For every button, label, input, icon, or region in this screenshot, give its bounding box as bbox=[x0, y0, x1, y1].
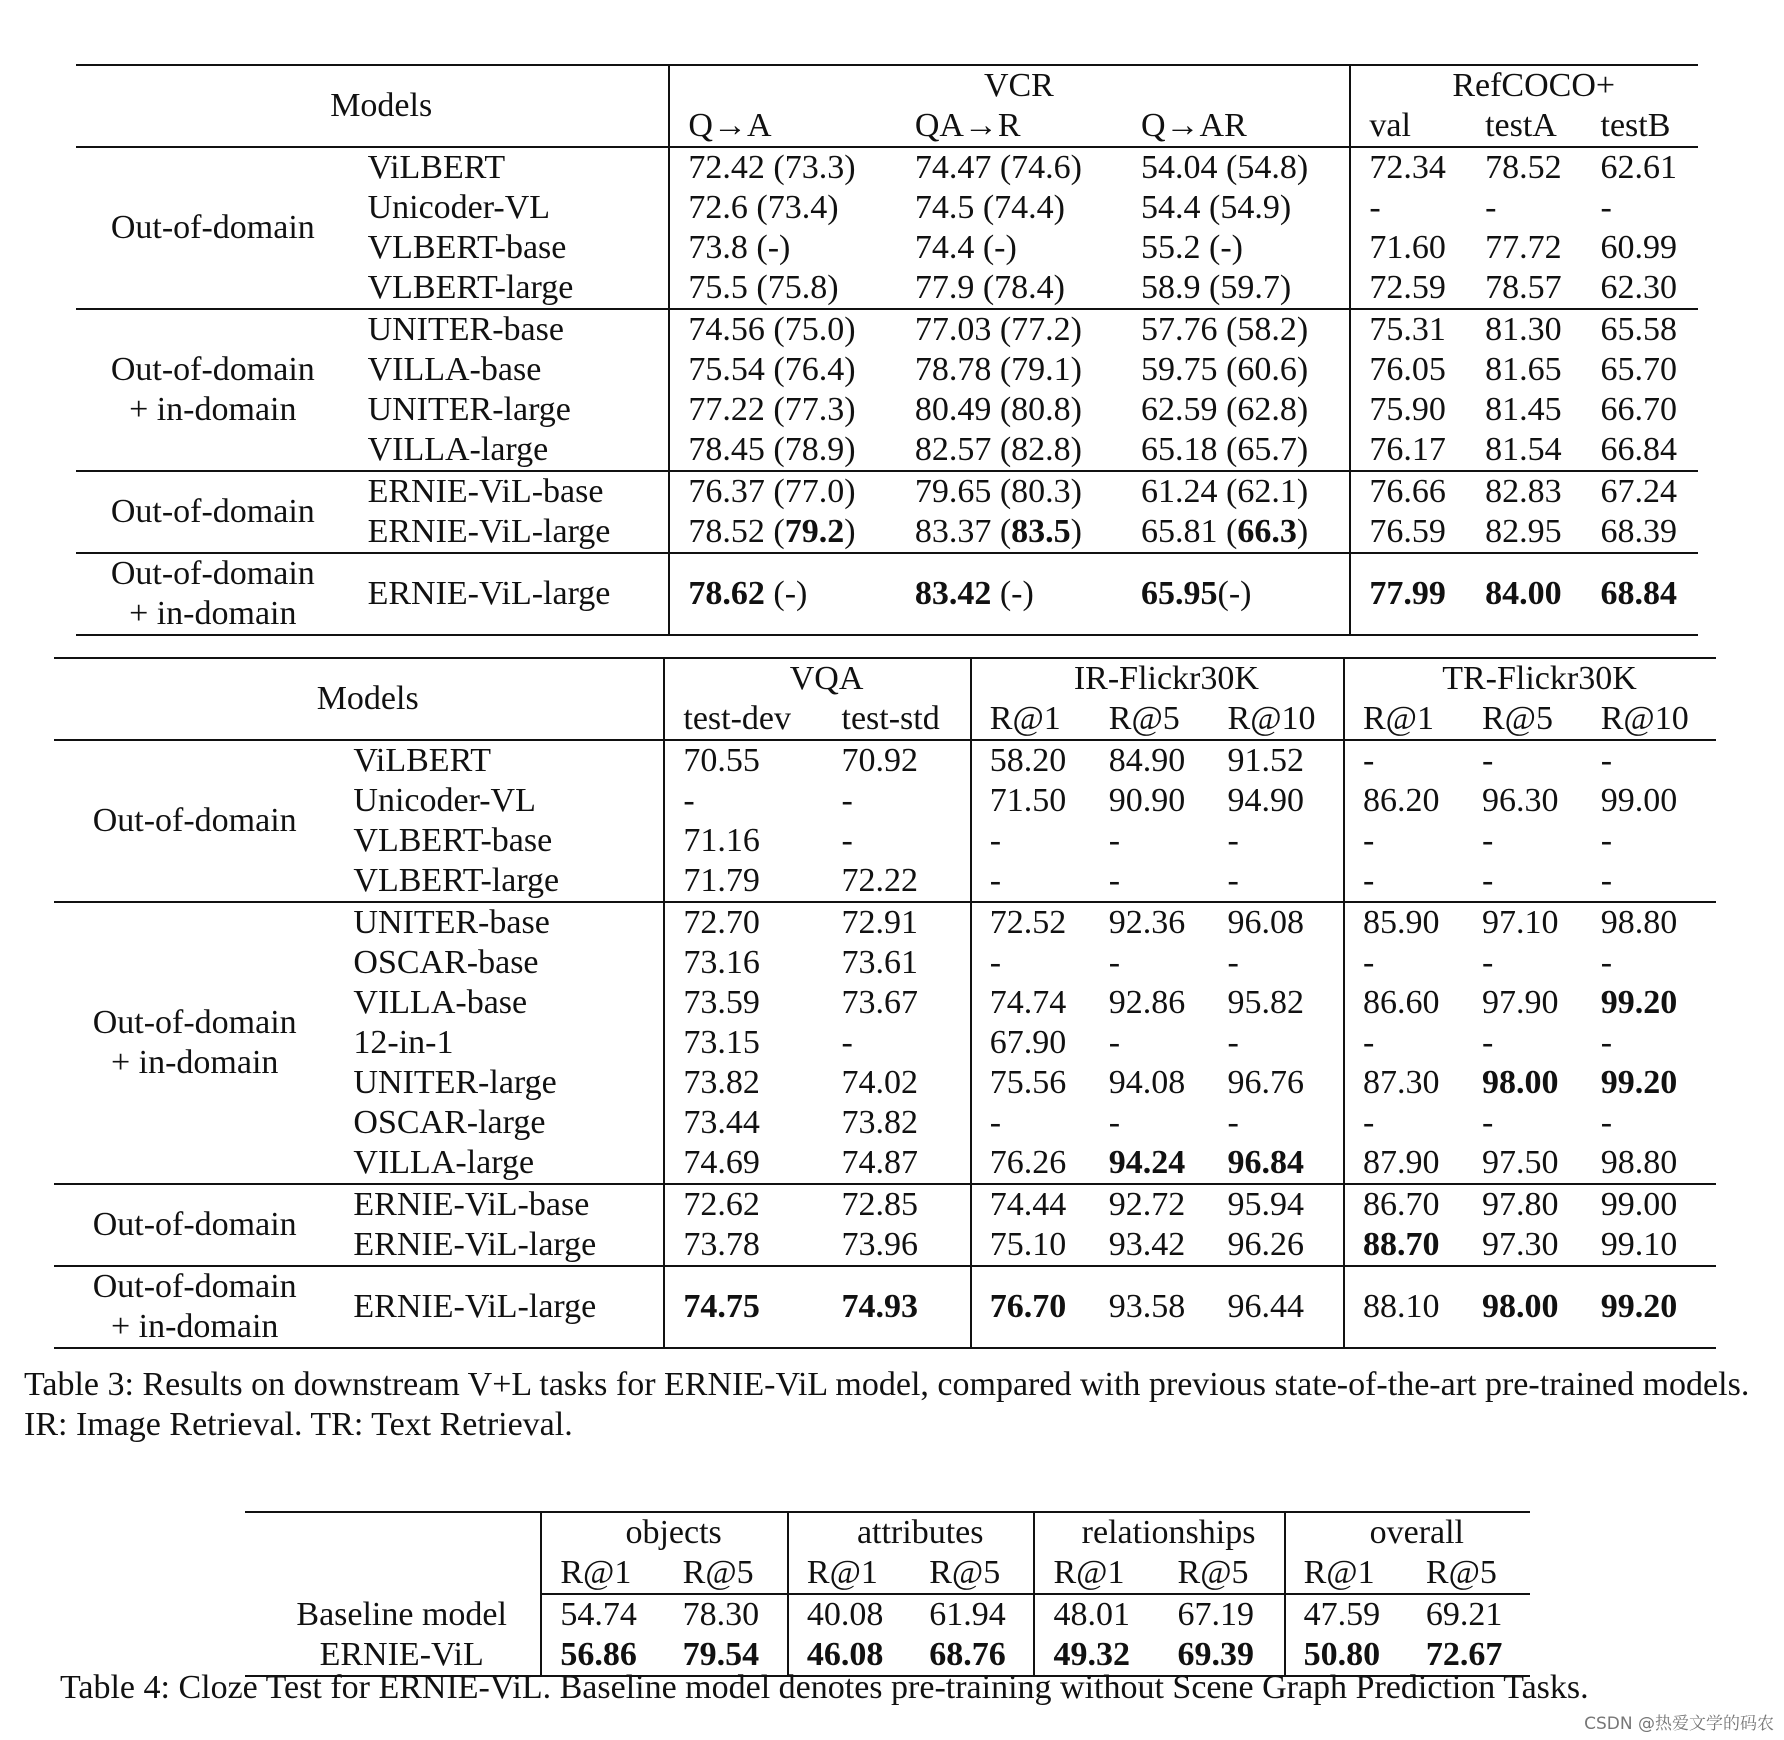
model-name: UNITER-large bbox=[350, 390, 670, 430]
table-cell: 73.82 bbox=[683, 1064, 760, 1101]
table-cell: 74.75 bbox=[664, 1266, 823, 1348]
model-name: Unicoder-VL bbox=[335, 781, 664, 821]
column-subheader: R@5 bbox=[1408, 1553, 1530, 1594]
table-cell: 82.95 bbox=[1467, 512, 1582, 553]
model-name: UNITER-large bbox=[335, 1063, 664, 1103]
table-cell: 75.5 (75.8) bbox=[669, 268, 896, 309]
table-cell: 92.72 bbox=[1108, 1186, 1186, 1223]
table-cell: 80.49 (80.8) bbox=[914, 391, 1082, 428]
model-name: OSCAR-large bbox=[335, 1103, 664, 1143]
table-cell: 74.02 bbox=[824, 1063, 971, 1103]
table-cell: 72.62 bbox=[683, 1186, 760, 1223]
table-cell: 78.30 bbox=[665, 1594, 788, 1635]
table-cell: 72.22 bbox=[824, 861, 971, 902]
table-cell: - bbox=[1583, 861, 1716, 902]
column-subheader: R@5 bbox=[1464, 699, 1583, 740]
table-cell: 84.00 bbox=[1467, 553, 1582, 635]
table-cell: 98.80 bbox=[1583, 1143, 1716, 1184]
table-cell: 49.32 bbox=[1034, 1635, 1159, 1676]
column-group-header: RefCOCO+ bbox=[1350, 65, 1698, 106]
table-cell: 97.80 bbox=[1481, 1186, 1559, 1223]
table-cell: 77.9 (78.4) bbox=[897, 268, 1123, 309]
table-cell: 77.22 (77.3) bbox=[688, 391, 856, 428]
table-cell: 87.90 bbox=[1344, 1143, 1464, 1184]
table-cell: 71.16 bbox=[683, 822, 760, 859]
table-cell: 86.20 bbox=[1362, 782, 1440, 819]
table-cell: 54.04 (54.8) bbox=[1123, 147, 1350, 188]
column-subheader: R@1 bbox=[1285, 1553, 1408, 1594]
column-subheader: Q→AR bbox=[1123, 106, 1350, 147]
table-cell: 72.85 bbox=[824, 1184, 971, 1225]
table-cell: - bbox=[1600, 1024, 1613, 1061]
table-cell: 94.08 bbox=[1108, 1064, 1186, 1101]
table-cell: 92.36 bbox=[1108, 904, 1186, 941]
table-row bbox=[54, 740, 1716, 781]
table-cell: 65.95(-) bbox=[1123, 553, 1350, 635]
model-name: Unicoder-VL bbox=[350, 188, 670, 228]
table-cell: 92.86 bbox=[1108, 984, 1186, 1021]
table-cell: 72.6 (73.4) bbox=[688, 189, 839, 226]
table-cell: 99.00 bbox=[1600, 1186, 1678, 1223]
table-row bbox=[76, 471, 1698, 512]
column-subheader: R@10 bbox=[1210, 699, 1344, 740]
column-subheader: R@1 bbox=[788, 1553, 911, 1594]
table-cell: 88.70 bbox=[1344, 1225, 1464, 1266]
model-name: VILLA-base bbox=[350, 350, 670, 390]
table-cell: 95.82 bbox=[1210, 983, 1344, 1023]
table-cell: 79.54 bbox=[665, 1635, 788, 1676]
table-cell: 77.99 bbox=[1350, 553, 1467, 635]
table-cell: 46.08 bbox=[788, 1635, 911, 1676]
table-cell: 76.66 bbox=[1369, 473, 1446, 510]
model-name: VLBERT-large bbox=[335, 861, 664, 902]
table-cell: 74.47 (74.6) bbox=[914, 149, 1082, 186]
table-cell: - bbox=[1485, 189, 1497, 226]
table-cell: 66.84 bbox=[1583, 430, 1699, 471]
table-cell: 72.42 (73.3) bbox=[688, 149, 856, 186]
table-cell: - bbox=[989, 822, 1002, 859]
table-cell: - bbox=[1600, 822, 1613, 859]
model-name: VLBERT-base bbox=[335, 821, 664, 861]
table-cell: 58.20 bbox=[989, 742, 1067, 779]
group-label: Out-of-domain + in-domain bbox=[54, 1266, 335, 1348]
table-cell: - bbox=[1362, 944, 1375, 981]
model-name: VILLA-large bbox=[350, 430, 670, 471]
table-cell: 73.82 bbox=[824, 1103, 971, 1143]
table-cell: 73.67 bbox=[824, 983, 971, 1023]
table-cell: 76.37 (77.0) bbox=[688, 473, 856, 510]
table-cell: 93.42 bbox=[1091, 1225, 1210, 1266]
table-cell: 73.15 bbox=[683, 1024, 760, 1061]
table-cell: - bbox=[1600, 189, 1612, 226]
table-cell: 65.58 bbox=[1600, 311, 1677, 348]
table-cell: - bbox=[1210, 821, 1344, 861]
table-cell: 72.34 bbox=[1369, 149, 1446, 186]
table-cell: - bbox=[1108, 822, 1121, 859]
table-cell: - bbox=[1600, 944, 1613, 981]
table-cell: 82.57 (82.8) bbox=[897, 430, 1123, 471]
table-cell: 61.94 bbox=[911, 1594, 1034, 1635]
table-cell: 81.30 bbox=[1485, 311, 1562, 348]
table-cell: 67.19 bbox=[1160, 1594, 1285, 1635]
table-cell: 90.90 bbox=[1108, 782, 1186, 819]
table-row bbox=[54, 1266, 1716, 1348]
table-row bbox=[76, 147, 1698, 188]
column-subheader: testB bbox=[1583, 106, 1699, 147]
table-cell: - bbox=[1362, 822, 1375, 859]
column-group-header: TR-Flickr30K bbox=[1344, 658, 1716, 699]
table-cell: 99.00 bbox=[1600, 782, 1678, 819]
table-cell: 68.84 bbox=[1583, 553, 1699, 635]
table-cell: 96.08 bbox=[1210, 902, 1344, 943]
table-cell: 84.90 bbox=[1108, 742, 1186, 779]
column-subheader: R@5 bbox=[911, 1553, 1034, 1594]
table-cell: 83.42 (-) bbox=[897, 553, 1123, 635]
table-cell: 81.54 bbox=[1467, 430, 1582, 471]
model-name: VILLA-base bbox=[335, 983, 664, 1023]
table-cell: 78.45 (78.9) bbox=[669, 430, 896, 471]
table-cell: 71.60 bbox=[1369, 229, 1446, 266]
column-group-header: overall bbox=[1285, 1512, 1530, 1553]
table-cell: 96.84 bbox=[1210, 1143, 1344, 1184]
table-cell: 76.05 bbox=[1369, 351, 1446, 388]
table-cell: 74.4 (-) bbox=[914, 229, 1017, 266]
table-cell: - bbox=[683, 782, 695, 819]
group-label: Out-of-domain bbox=[54, 740, 335, 902]
model-name: ERNIE-ViL-large bbox=[350, 512, 670, 553]
model-name: ERNIE-ViL-base bbox=[335, 1184, 664, 1225]
table-cell: - bbox=[1108, 944, 1121, 981]
table-cell: 66.70 bbox=[1600, 391, 1677, 428]
table-cell: 76.70 bbox=[971, 1266, 1091, 1348]
table-cell: 67.24 bbox=[1600, 473, 1677, 510]
table4-cloze-test bbox=[245, 1511, 1530, 1677]
table4-caption: Table 4: Cloze Test for ERNIE-ViL. Baseline model denotes pre-training without Scene Graph Prediction Tasks. bbox=[60, 1669, 1589, 1706]
group-label: Out-of-domain + in-domain bbox=[54, 902, 335, 1184]
table-cell: 76.17 bbox=[1350, 430, 1467, 471]
table-cell: 59.75 (60.6) bbox=[1123, 350, 1350, 390]
column-subheader: Q→A bbox=[669, 106, 896, 147]
table-cell: 74.56 (75.0) bbox=[688, 311, 856, 348]
empty-header bbox=[245, 1512, 541, 1594]
table-cell: 96.76 bbox=[1210, 1063, 1344, 1103]
model-name: VLBERT-large bbox=[350, 268, 670, 309]
column-subheader: R@1 bbox=[1034, 1553, 1159, 1594]
table-cell: 98.00 bbox=[1464, 1266, 1583, 1348]
models-header: Models bbox=[54, 658, 664, 740]
table-cell: 54.74 bbox=[560, 1596, 637, 1633]
group-label: Out-of-domain + in-domain bbox=[76, 553, 350, 635]
table-cell: 98.80 bbox=[1600, 904, 1678, 941]
table-cell: 99.20 bbox=[1583, 1266, 1716, 1348]
table-row bbox=[54, 1184, 1716, 1225]
table-cell: 70.55 bbox=[683, 742, 760, 779]
table-cell: 95.94 bbox=[1210, 1184, 1344, 1225]
watermark: CSDN @热爱文学的码农 bbox=[1584, 1714, 1774, 1734]
models-header: Models bbox=[76, 65, 669, 147]
model-name: ERNIE-ViL-large bbox=[335, 1225, 664, 1266]
table-cell: - bbox=[824, 821, 971, 861]
table-cell: 97.10 bbox=[1481, 904, 1559, 941]
table-cell: 74.44 bbox=[989, 1186, 1067, 1223]
table-cell: 96.26 bbox=[1210, 1225, 1344, 1266]
table-cell: 97.30 bbox=[1464, 1225, 1583, 1266]
table-cell: - bbox=[1210, 861, 1344, 902]
group-label: Out-of-domain bbox=[54, 1184, 335, 1266]
table-cell: 85.90 bbox=[1362, 904, 1440, 941]
table-cell: - bbox=[1210, 1103, 1344, 1143]
table-cell: 72.91 bbox=[824, 902, 971, 943]
table-cell: 78.57 bbox=[1467, 268, 1582, 309]
table-row bbox=[245, 1594, 1530, 1635]
table-cell: 68.76 bbox=[911, 1635, 1034, 1676]
table-cell: - bbox=[1210, 1023, 1344, 1063]
table-cell: - bbox=[1481, 1024, 1494, 1061]
model-name: ERNIE-ViL-large bbox=[350, 553, 670, 635]
table-cell: 54.4 (54.9) bbox=[1123, 188, 1350, 228]
table-cell: 65.81 (66.3) bbox=[1123, 512, 1350, 553]
table-cell: 78.52 bbox=[1485, 149, 1562, 186]
table-cell: 97.50 bbox=[1464, 1143, 1583, 1184]
table-cell: 77.72 bbox=[1485, 229, 1562, 266]
column-subheader: R@10 bbox=[1583, 699, 1716, 740]
table-cell: 72.52 bbox=[989, 904, 1067, 941]
table3-vqa-flickr bbox=[54, 657, 1716, 1349]
column-subheader: testA bbox=[1467, 106, 1582, 147]
table-cell: - bbox=[1600, 742, 1613, 779]
table-cell: 62.59 (62.8) bbox=[1123, 390, 1350, 430]
table-cell: 76.59 bbox=[1350, 512, 1467, 553]
column-subheader: R@1 bbox=[1344, 699, 1464, 740]
table-cell: 67.90 bbox=[989, 1024, 1067, 1061]
table-row bbox=[76, 309, 1698, 350]
column-group-header: IR-Flickr30K bbox=[971, 658, 1344, 699]
table-cell: - bbox=[989, 944, 1002, 981]
table-cell: 74.5 (74.4) bbox=[914, 189, 1065, 226]
table-cell: 81.65 bbox=[1485, 351, 1562, 388]
table-cell: 69.21 bbox=[1425, 1596, 1503, 1633]
table-cell: 96.30 bbox=[1481, 782, 1559, 819]
column-group-header: VCR bbox=[669, 65, 1350, 106]
table-cell: - bbox=[1481, 944, 1494, 981]
table-cell: - bbox=[1464, 861, 1583, 902]
table-cell: 50.80 bbox=[1285, 1635, 1408, 1676]
table-cell: - bbox=[1362, 1024, 1375, 1061]
table-cell: 55.2 (-) bbox=[1123, 228, 1350, 268]
column-group-header: relationships bbox=[1034, 1512, 1284, 1553]
table-cell: - bbox=[824, 1023, 971, 1063]
table-cell: 73.96 bbox=[824, 1225, 971, 1266]
model-name: OSCAR-base bbox=[335, 943, 664, 983]
column-subheader: val bbox=[1350, 106, 1467, 147]
table-cell: 78.78 (79.1) bbox=[914, 351, 1082, 388]
table-cell: - bbox=[824, 781, 971, 821]
table-cell: - bbox=[1344, 861, 1464, 902]
table-cell: 73.59 bbox=[683, 984, 760, 1021]
table-cell: 75.31 bbox=[1369, 311, 1446, 348]
group-label: Out-of-domain bbox=[76, 147, 350, 309]
model-name: ViLBERT bbox=[335, 740, 664, 781]
model-name: ERNIE-ViL-large bbox=[335, 1266, 664, 1348]
table-cell: 74.74 bbox=[989, 984, 1067, 1021]
table-cell: 76.26 bbox=[971, 1143, 1091, 1184]
column-group-header: VQA bbox=[664, 658, 970, 699]
table-cell: 73.61 bbox=[824, 943, 971, 983]
table-cell: 71.79 bbox=[664, 861, 823, 902]
column-subheader: test-std bbox=[824, 699, 971, 740]
table-cell: 62.30 bbox=[1583, 268, 1699, 309]
table-cell: 72.59 bbox=[1350, 268, 1467, 309]
table-cell: 40.08 bbox=[806, 1596, 884, 1633]
table-cell: 75.10 bbox=[971, 1225, 1091, 1266]
model-name: UNITER-base bbox=[350, 309, 670, 350]
table-cell: 47.59 bbox=[1303, 1596, 1381, 1633]
table-cell: 58.9 (59.7) bbox=[1123, 268, 1350, 309]
column-subheader: R@5 bbox=[665, 1553, 788, 1594]
table-cell: 48.01 bbox=[1053, 1596, 1130, 1633]
table-cell: 88.10 bbox=[1344, 1266, 1464, 1348]
column-subheader: R@5 bbox=[1160, 1553, 1285, 1594]
table-cell: 61.24 (62.1) bbox=[1123, 471, 1350, 512]
table-cell: 82.83 bbox=[1485, 473, 1562, 510]
table-cell: 75.54 (76.4) bbox=[688, 351, 856, 388]
table-cell: 79.65 (80.3) bbox=[914, 473, 1082, 510]
column-subheader: R@1 bbox=[541, 1553, 664, 1594]
table-cell: 73.44 bbox=[683, 1104, 760, 1141]
table-cell: - bbox=[971, 861, 1091, 902]
column-group-header: objects bbox=[541, 1512, 788, 1553]
table-cell: 75.90 bbox=[1369, 391, 1446, 428]
table-cell: 87.30 bbox=[1362, 1064, 1440, 1101]
model-name: ERNIE-ViL bbox=[245, 1635, 541, 1676]
table-cell: 68.39 bbox=[1583, 512, 1699, 553]
table-cell: 73.16 bbox=[683, 944, 760, 981]
table-cell: - bbox=[1362, 1104, 1375, 1141]
table-cell: 97.90 bbox=[1481, 984, 1559, 1021]
model-name: UNITER-base bbox=[335, 902, 664, 943]
table-cell: - bbox=[1091, 861, 1210, 902]
model-name: Baseline model bbox=[245, 1594, 541, 1635]
table-cell: - bbox=[1481, 742, 1494, 779]
table-cell: 74.87 bbox=[824, 1143, 971, 1184]
model-name: ViLBERT bbox=[350, 147, 670, 188]
model-name: VLBERT-base bbox=[350, 228, 670, 268]
table-cell: 65.70 bbox=[1600, 351, 1677, 388]
model-name: VILLA-large bbox=[335, 1143, 664, 1184]
table-cell: 74.69 bbox=[664, 1143, 823, 1184]
table-cell: 72.67 bbox=[1408, 1635, 1530, 1676]
table3-caption: Table 3: Results on downstream V+L tasks for ERNIE-ViL model, compared with previous state-of-the-art pre-trained models. IR: Image Retrieval. TR: Text Retrieval. bbox=[24, 1366, 1750, 1443]
table-cell: 86.60 bbox=[1362, 984, 1440, 1021]
table-cell: 91.52 bbox=[1210, 740, 1344, 781]
table-cell: 65.18 (65.7) bbox=[1123, 430, 1350, 471]
column-subheader: R@1 bbox=[971, 699, 1091, 740]
table-cell: - bbox=[1108, 1104, 1121, 1141]
model-name: ERNIE-ViL-base bbox=[350, 471, 670, 512]
table-cell: 86.70 bbox=[1362, 1186, 1440, 1223]
table-cell: 77.03 (77.2) bbox=[914, 311, 1082, 348]
table-cell: 74.93 bbox=[824, 1266, 971, 1348]
table-cell: 73.8 (-) bbox=[688, 229, 791, 266]
table-cell: 73.78 bbox=[664, 1225, 823, 1266]
table-cell: 75.56 bbox=[989, 1064, 1067, 1101]
column-subheader: test-dev bbox=[664, 699, 823, 740]
table-cell: 98.00 bbox=[1481, 1064, 1559, 1101]
table-cell: 99.20 bbox=[1600, 984, 1678, 1021]
group-label: Out-of-domain + in-domain bbox=[76, 309, 350, 471]
table-cell: 81.45 bbox=[1485, 391, 1562, 428]
table-cell: - bbox=[1481, 822, 1494, 859]
table-cell: 57.76 (58.2) bbox=[1123, 309, 1350, 350]
table-cell: 62.61 bbox=[1600, 149, 1677, 186]
table-cell: 72.70 bbox=[683, 904, 760, 941]
column-subheader: QA→R bbox=[897, 106, 1123, 147]
model-name: 12-in-1 bbox=[335, 1023, 664, 1063]
table-cell: 94.90 bbox=[1210, 781, 1344, 821]
table-cell: 71.50 bbox=[989, 782, 1067, 819]
table-cell: 78.62 (-) bbox=[669, 553, 896, 635]
table3-vcr-refcoco bbox=[76, 64, 1698, 636]
column-subheader: R@5 bbox=[1091, 699, 1210, 740]
table-cell: 69.39 bbox=[1160, 1635, 1285, 1676]
table-cell: 96.44 bbox=[1210, 1266, 1344, 1348]
table-cell: 56.86 bbox=[541, 1635, 664, 1676]
table-cell: 78.52 (79.2) bbox=[669, 512, 896, 553]
table-cell: - bbox=[1481, 1104, 1494, 1141]
table-row bbox=[54, 902, 1716, 943]
table-cell: - bbox=[1362, 742, 1375, 779]
table-cell: 94.24 bbox=[1091, 1143, 1210, 1184]
table-cell: 70.92 bbox=[824, 740, 971, 781]
table-cell: 60.99 bbox=[1600, 229, 1677, 266]
table-row bbox=[76, 553, 1698, 635]
group-label: Out-of-domain bbox=[76, 471, 350, 553]
table-cell: 93.58 bbox=[1091, 1266, 1210, 1348]
table-cell: - bbox=[1108, 1024, 1121, 1061]
table-cell: 99.20 bbox=[1600, 1064, 1678, 1101]
table-cell: - bbox=[1600, 1104, 1613, 1141]
table-cell: - bbox=[989, 1104, 1002, 1141]
table-cell: 83.37 (83.5) bbox=[897, 512, 1123, 553]
table-cell: - bbox=[1210, 943, 1344, 983]
table-cell: - bbox=[1369, 189, 1381, 226]
table-cell: 99.10 bbox=[1583, 1225, 1716, 1266]
column-group-header: attributes bbox=[788, 1512, 1035, 1553]
